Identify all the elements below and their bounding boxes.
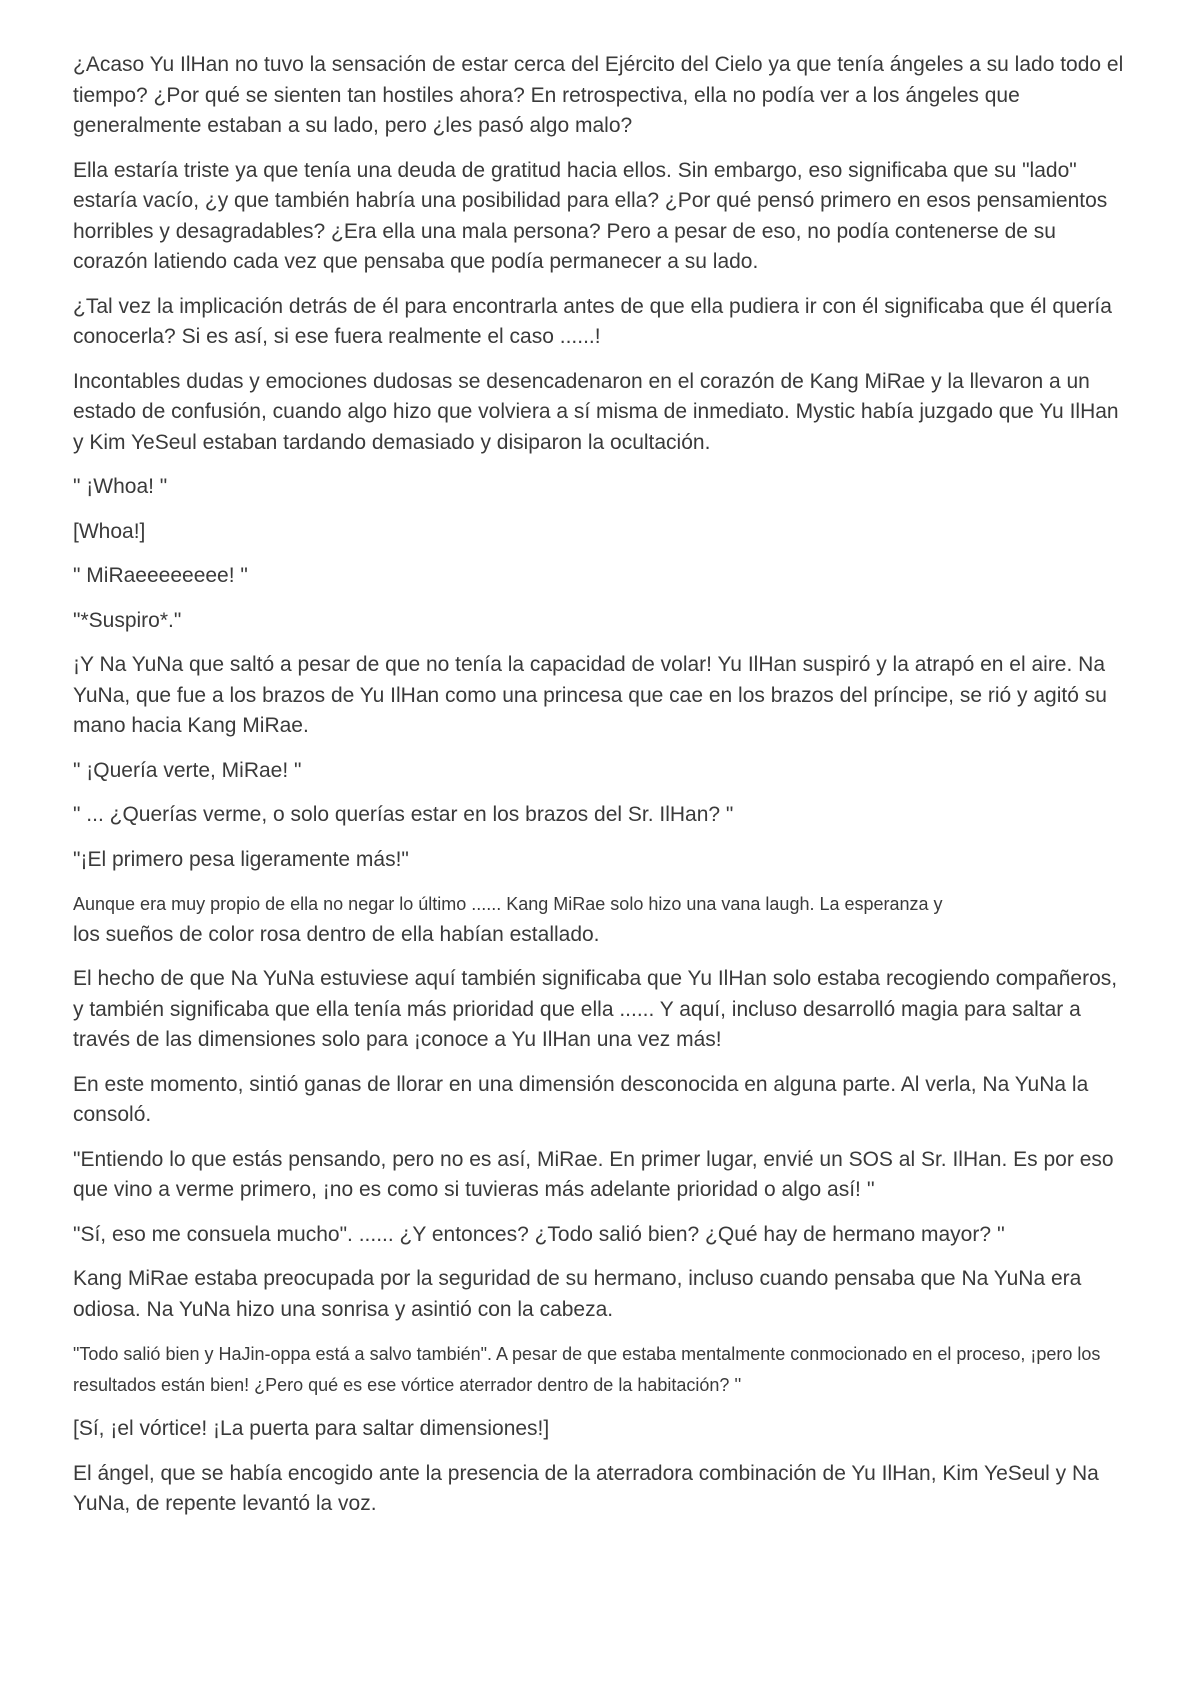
dialogue-line: " MiRaeeeeeeee! " xyxy=(73,564,248,587)
dialogue-line: " ... ¿Querías verme, o solo querías estar en los brazos del Sr. IlHan? " xyxy=(73,803,734,826)
dialogue-line: [Whoa!] xyxy=(73,519,146,543)
paragraph: ¿Tal vez la implicación detrás de él para encontrarla antes de que ella pudiera ir con él significaba que él quería conocerla? Si es así, si ese fuera realmente el caso ......! xyxy=(73,294,1112,348)
dialogue-line: "Entiendo lo que estás pensando, pero no es así, MiRae. En primer lugar, envié un SOS al Sr. IlHan. Es por eso que vino a verme primero, ¡no es como si tuvieras más adelante prioridad o algo así! '' xyxy=(73,1147,1114,1201)
paragraph: ¡Y Na YuNa que saltó a pesar de que no tenía la capacidad de volar! Yu IlHan suspiró y la atrapó en el aire. Na YuNa, que fue a los brazos de Yu IlHan como una princesa que cae en los brazos del príncipe, se rió y agitó su mano hacia Kang MiRae. xyxy=(73,653,1107,737)
paragraph: En este momento, sintió ganas de llorar en una dimensión desconocida en alguna parte. Al verla, Na YuNa la consoló. xyxy=(73,1072,1089,1126)
dialogue-line: " ¡Whoa! " xyxy=(73,475,168,498)
paragraph: Incontables dudas y emociones dudosas se desencadenaron en el corazón de Kang MiRae y la llevaron a un estado de confusión, cuando algo hizo que volviera a sí misma de inmediato. Mystic había juzgado que Yu IlHan y Kim YeSeul estaban tardando demasiado y disiparon la ocultación. xyxy=(73,369,1119,454)
paragraph: ¿Acaso Yu IlHan no tuvo la sensación de estar cerca del Ejército del Cielo ya que tenía ángeles a su lado todo el tiempo? ¿Por qué se sienten tan hostiles ahora? En retrospectiva, ella no podía ver a los ángeles que generalmente estaban a su lado, pero ¿les pasó algo malo? xyxy=(73,53,1124,137)
dialogue-line: "*Suspiro*." xyxy=(73,608,182,632)
paragraph-lead-text: Aunque era muy propio de ella no negar lo último ...... Kang MiRae solo hizo una vana laugh. La esperanza y xyxy=(73,894,943,914)
document-page xyxy=(73,50,1133,1534)
paragraph: El ángel, que se había encogido ante la presencia de la aterradora combinación de Yu IlHan, Kim YeSeul y Na YuNa, de repente levantó la voz. xyxy=(73,1461,1099,1515)
dialogue-line: "Todo salió bien y HaJin-oppa está a salvo también". A pesar de que estaba mentalmente conmocionado en el proceso, ¡pero los resultados están bien! ¿Pero qué es ese vórtice aterrador dentro de la habitación? '' xyxy=(73,1344,1101,1395)
paragraph-rest-text: los sueños de color rosa dentro de ella habían estallado. xyxy=(73,922,600,946)
dialogue-line: [Sí, ¡el vórtice! ¡La puerta para saltar dimensiones!] xyxy=(73,1417,550,1440)
paragraph: Ella estaría triste ya que tenía una deuda de gratitud hacia ellos. Sin embargo, eso significaba que su "lado" estaría vacío, ¿y que también habría una posibilidad para ella? ¿Por qué pensó primero en esos pensamientos horribles y desagradables? ¿Era ella una mala persona? Pero a pesar de eso, no podía contenerse de su corazón latiendo cada vez que pensaba que podía permanecer a su lado. xyxy=(73,158,1108,273)
paragraph xyxy=(73,889,1133,950)
dialogue-line: "Sí, eso me consuela mucho". ...... ¿Y entonces? ¿Todo salió bien? ¿Qué hay de hermano mayor? '' xyxy=(73,1222,1005,1246)
dialogue-line: " ¡Quería verte, MiRae! " xyxy=(73,758,302,782)
paragraph: Kang MiRae estaba preocupada por la seguridad de su hermano, incluso cuando pensaba que Na YuNa era odiosa. Na YuNa hizo una sonrisa y asintió con la cabeza. xyxy=(73,1267,1082,1321)
dialogue-line: "¡El primero pesa ligeramente más!" xyxy=(73,847,409,871)
paragraph: El hecho de que Na YuNa estuviese aquí también significaba que Yu IlHan solo estaba recogiendo compañeros, y también significaba que ella tenía más prioridad que ella ...... Y aquí, incluso desarrolló magia para saltar a través de las dimensiones solo para ¡conoce a Yu IlHan una vez más! xyxy=(73,967,1118,1051)
